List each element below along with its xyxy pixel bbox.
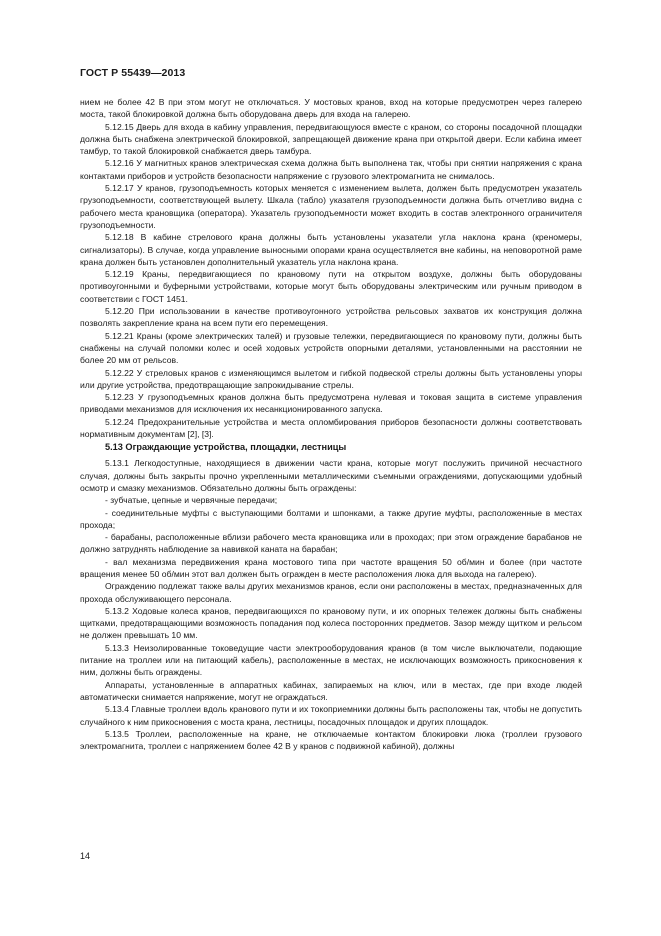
paragraph: 5.13.4 Главные троллеи вдоль кранового пути и их токоприемники должны быть расположены так, чтобы не допустить случайного к ним прикосновения с моста крана, лестницы, посадочных площадок и других площадок.: [80, 704, 582, 727]
paragraph: 5.12.19 Краны, передвигающиеся по крановому пути на открытом воздухе, должны быть оборудованы противоугонными и буферными устройствами, которые могут быть оборудованы электрическим или ручным приводом в соответствии с ГОСТ 1451.: [80, 269, 582, 304]
document-body: [80, 96, 582, 752]
page-number: 14: [80, 851, 91, 861]
paragraph: 5.12.16 У магнитных кранов электрическая схема должна быть выполнена так, чтобы при снятии напряжения с крана контактами приборов и устройств безопасности напряжение с грузового электромагнита не снималось.: [80, 158, 582, 181]
paragraph: Ограждению подлежат также валы других механизмов кранов, если они расположены в местах, предназначенных для прохода обслуживающего персонала.: [80, 581, 582, 604]
list-item: - зубчатые, цепные и червячные передачи;: [105, 495, 278, 506]
paragraph: 5.12.24 Предохранительные устройства и места опломбирования приборов безопасности должны соответствовать нормативным документам [2], [3].: [80, 416, 582, 440]
paragraph: 5.12.23 У грузоподъемных кранов должна быть предусмотрена нулевая и токовая защита в системе управления приводами механизмов для исключения их несанкционированного запуска.: [80, 392, 582, 415]
list-item: - вал механизма передвижения крана мостового типа при частоте вращения 50 об/мин и более (при частоте вращения менее 50 об/мин этот вал должен быть огражден в месте расположения люка для выхода на галерею).: [80, 556, 582, 579]
paragraph: 5.13.5 Троллеи, расположенные на кране, не отключаемые контактом блокировки люка (троллеи грузового электромагнита, троллеи с напряжением более 42 В у кранов с подвижной кабиной), должны: [80, 728, 582, 752]
list-item: - соединительные муфты с выступающими болтами и шпонками, а также другие муфты, расположенные в местах прохода;: [80, 507, 582, 530]
section-heading: 5.13 Ограждающие устройства, площадки, лестницы: [105, 442, 347, 453]
paragraph: 5.13.3 Неизолированные токоведущие части электрооборудования кранов (в том числе выключатели, подающие питание на троллеи или на питающий кабель), расположенные в местах, не исключающих возможность прикосновения к ним, должны быть ограждены.: [80, 642, 582, 678]
paragraph: Аппараты, установленные в аппаратных кабинах, запираемых на ключ, или в местах, где при входе людей автоматически снимается напряжение, могут не ограждаться.: [80, 679, 582, 702]
paragraph: 5.12.22 У стреловых кранов с изменяющимся вылетом и гибкой подвеской стрелы должны быть установлены упоры или другие устройства, предотвращающие запрокидывание стрелы.: [80, 367, 582, 390]
paragraph: 5.13.2 Ходовые колеса кранов, передвигающихся по крановому пути, и их опорных тележек должны быть снабжены щитками, предотвращающими возможность попадания под колеса посторонних предметов. Зазор между щитком и рельсом не должен превышать 10 мм.: [80, 605, 582, 641]
paragraph: 5.12.17 У кранов, грузоподъемность которых меняется с изменением вылета, должен быть предусмотрен указатель грузоподъемности, соответствующей вылету. Шкала (табло) указателя грузоподъемности должна быть отчетливо видна с рабочего места крановщика (оператора). Указатель грузоподъемности может входить в состав электронного ограничителя грузоподъемности.: [80, 183, 582, 230]
paragraph: 5.12.15 Дверь для входа в кабину управления, передвигающуюся вместе с краном, со стороны посадочной площадки должна быть снабжена электрической блокировкой, запрещающей движение крана при открытой двери. Если кабина имеет тамбур, то такой блокировкой снабжается дверь тамбура.: [80, 121, 582, 157]
document-header: ГОСТ Р 55439—2013: [80, 67, 186, 79]
list-item: - барабаны, расположенные вблизи рабочего места крановщика или в проходах; при этом ограждение барабанов не должно затруднять наблюдение за навивкой каната на барабан;: [80, 532, 582, 555]
paragraph: 5.12.21 Краны (кроме электрических талей) и грузовые тележки, передвигающиеся по крановому пути, должны быть снабжены на случай поломки колес и осей ходовых устройств опорными деталями, установленными на расстоянии не более 20 мм от рельсов.: [80, 330, 582, 366]
paragraph: 5.12.20 При использовании в качестве противоугонного устройства рельсовых захватов их конструкция должна позволять закрепление крана на всем пути его перемещения.: [80, 306, 582, 329]
paragraph: 5.12.18 В кабине стрелового крана должны быть установлены указатели угла наклона крана (креномеры, сигнализаторы). В случае, когда управление выносными опорами крана осуществляется вне кабины, на неповоротной раме крана должен быть установлен дополнительный указатель угла наклона крана.: [80, 232, 582, 267]
paragraph: 5.13.1 Легкодоступные, находящиеся в движении части крана, которые могут послужить причиной несчастного случая, должны быть закрыты прочно укрепленными металлическими съемными ограждениями, допускающими удобный осмотр и смазку механизмов. Обязательно должны быть ограждены:: [80, 458, 582, 493]
paragraph: нием не более 42 В при этом могут не отключаться. У мостовых кранов, вход на которые предусмотрен через галерею моста, такой блокировкой должна быть оборудована дверь для входа на галерею.: [80, 97, 582, 120]
